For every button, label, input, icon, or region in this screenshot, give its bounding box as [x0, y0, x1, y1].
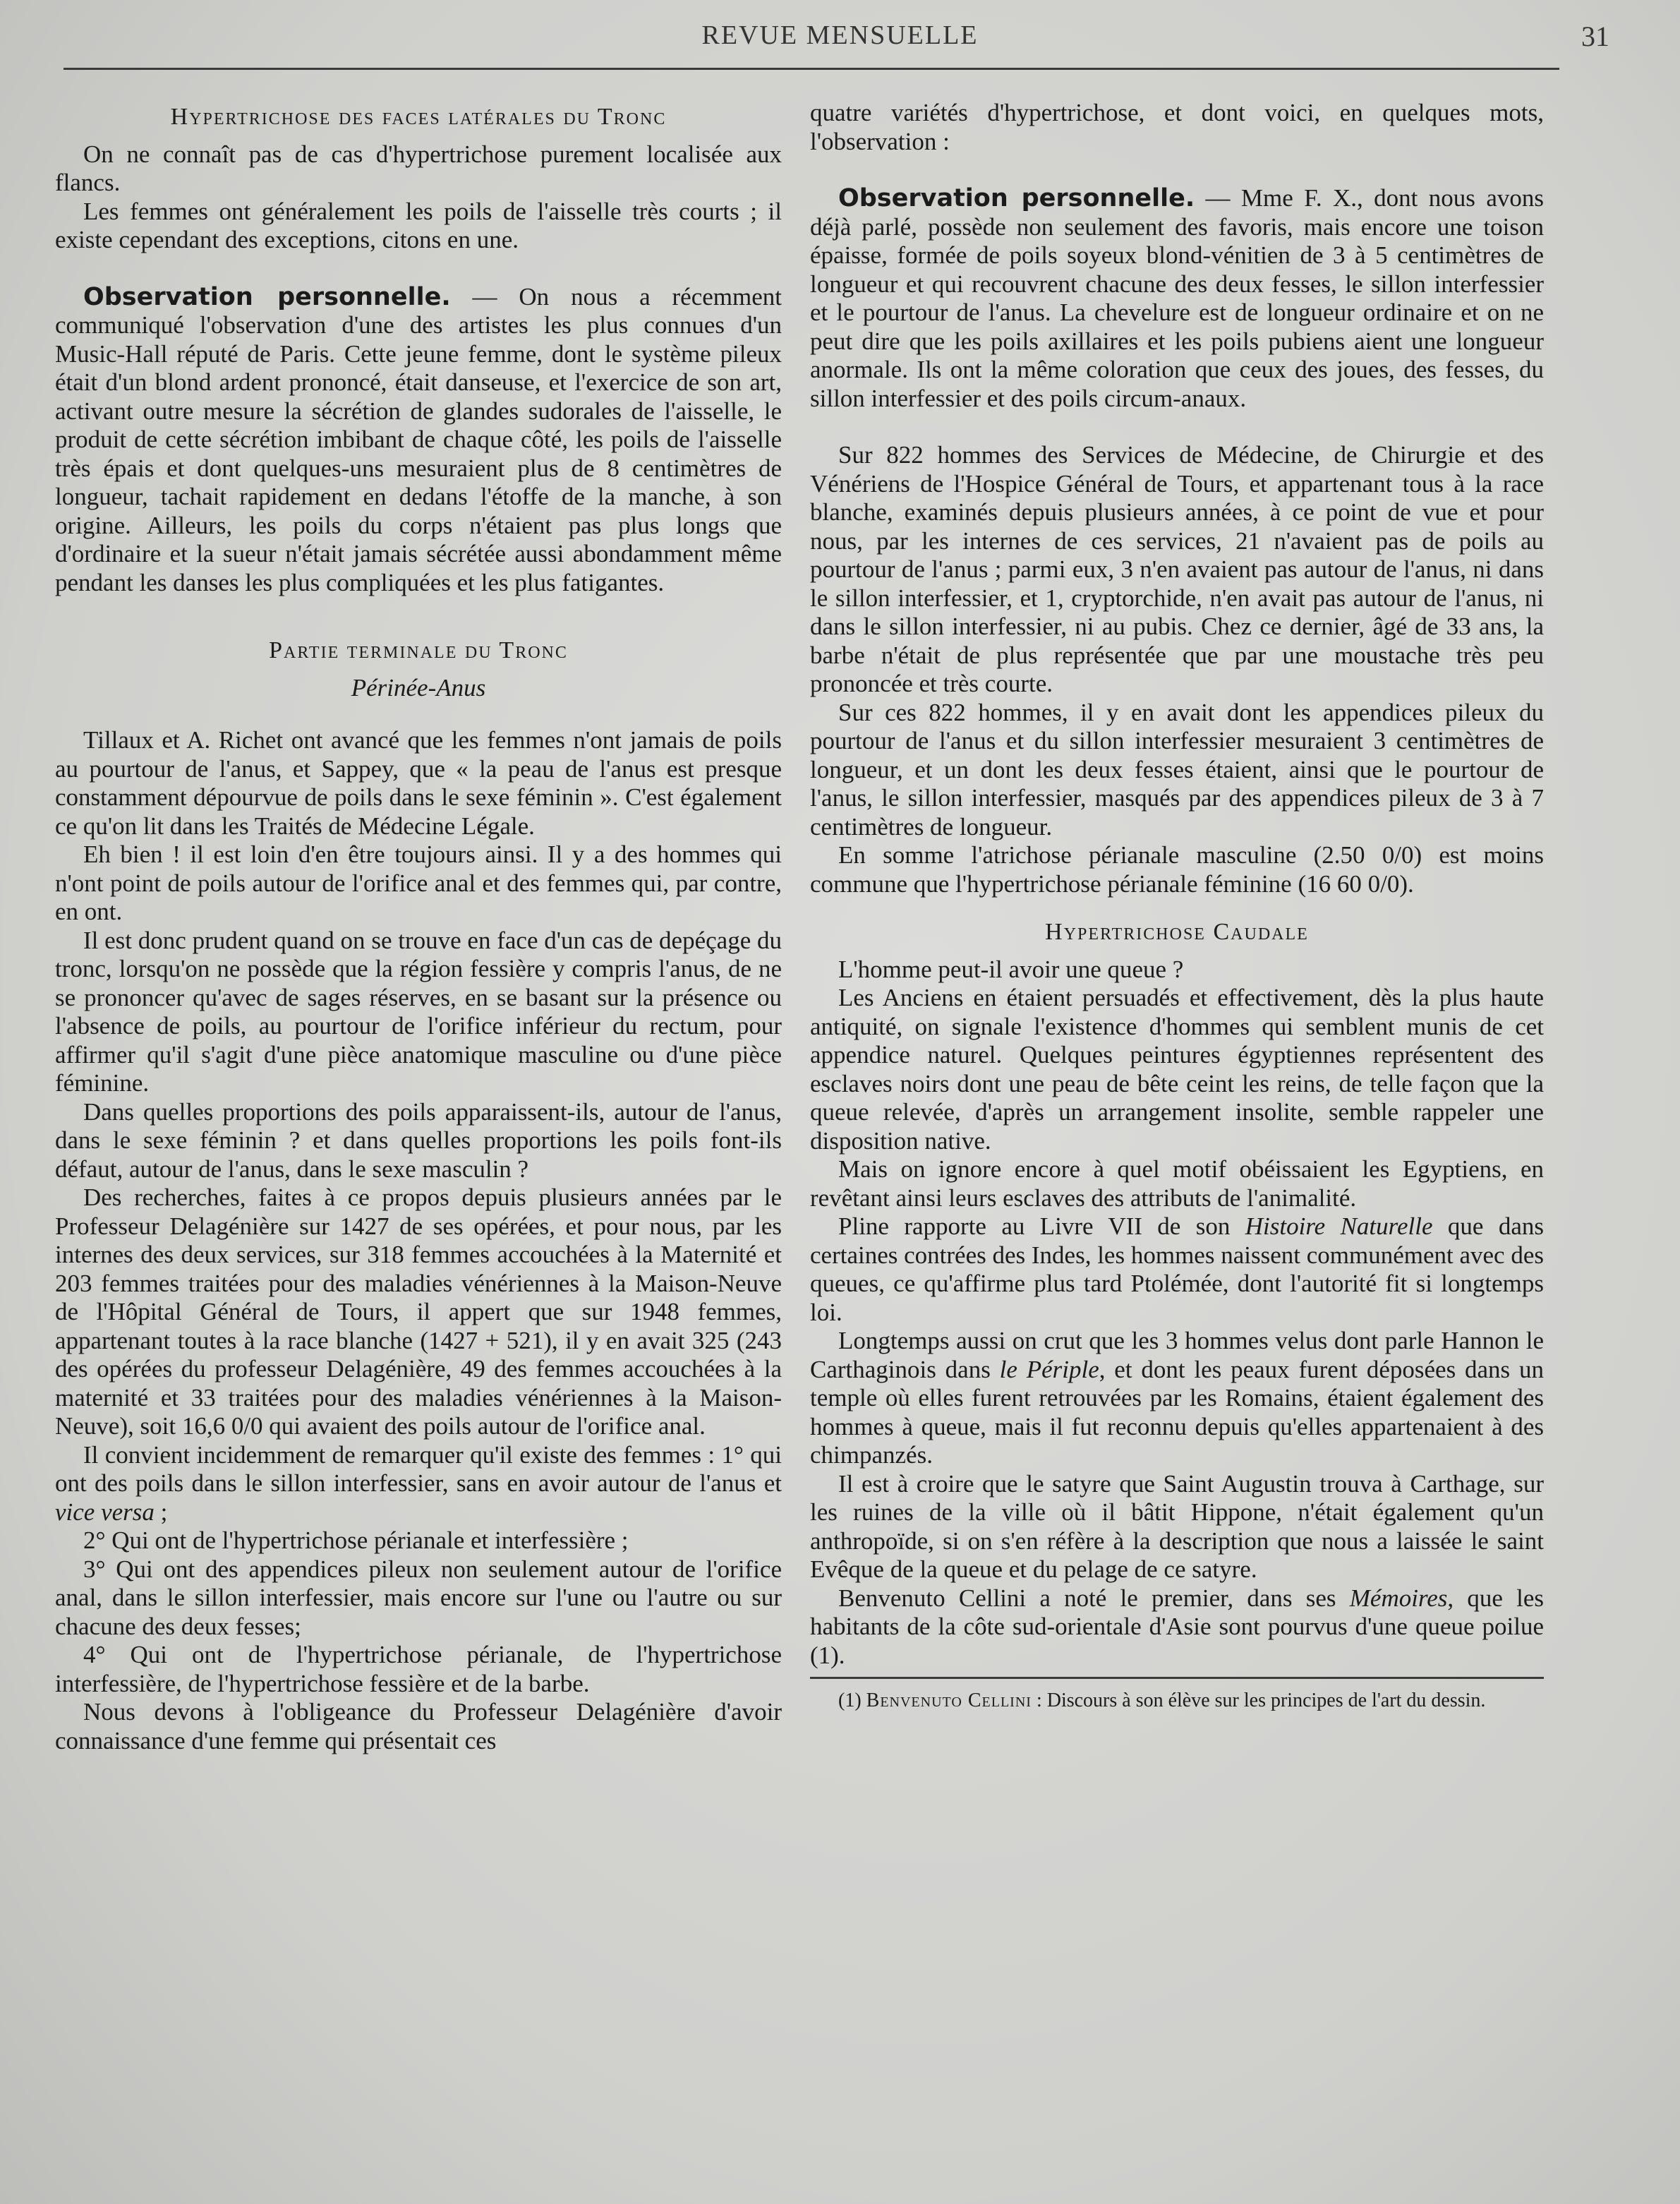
page-number: 31 [1581, 20, 1609, 52]
paragraph: Il est à croire que le satyre que Saint Augustin trouva à Carthage, sur les ruines de la ville où il bâtit Hippone, n'était également qu'un anthropoïde, si on s'en réfère à la description que nous a laissée le saint Evêque de la queue et du pelage de ce satyre. [810, 1469, 1544, 1583]
italic-run: Mémoires [1349, 1584, 1448, 1612]
italic-run: vice versa [55, 1498, 155, 1526]
paragraph [810, 1212, 1544, 1327]
observation-paragraph [810, 184, 1544, 413]
paragraph: Dans quelles proportions des poils apparaissent-ils, autour de l'anus, dans le sexe féminin ? et dans quelles proportions les poils font-ils défaut, autour de l'anus, dans le sexe masculin ? [55, 1097, 782, 1183]
section-title-caudale: Hypertrichose Caudale [1045, 919, 1309, 945]
paragraph: quatre variétés d'hypertrichose, et dont voici, en quelques mots, l'observation : [810, 99, 1544, 155]
running-head [0, 20, 1680, 62]
footnote [810, 1689, 1544, 1713]
paragraph: En somme l'atrichose périanale masculine (2.50 0/0) est moins commune que l'hypertrichose périanale féminine (16 60 0/0). [810, 841, 1544, 898]
footnote-rule [810, 1677, 1544, 1679]
paragraph: Les Anciens en étaient persuadés et effectivement, dès la plus haute antiquité, on signale l'existence d'hommes qui semblent munis de cet appendice naturel. Quelques peintures égyptiennes représentent des esclaves noirs dont une peau de bête ceint les reins, de telle façon que la queue relevée, d'après un arrangement insolite, semble rappeler une disposition native. [810, 984, 1544, 1155]
paragraph: Sur ces 822 hommes, il y en avait dont les appendices pileux du pourtour de l'anus et du sillon interfessier mesuraient 3 centimètres de longueur, et un dont les deux fesses étaient, ainsi que le pourtour de l'anus, le sillon interfessier, masqués par des appendices pileux de 3 à 7 centimètres de longueur. [810, 698, 1544, 841]
paragraph: Sur 822 hommes des Services de Médecine, de Chirurgie et des Vénériens de l'Hospice Général de Tours, et appartenant tous à la race blanche, examinés depuis plusieurs années, à ce point de vue et pour nous, par les internes de ces services, 21 n'avaient pas de poils au pourtour de l'anus ; parmi eux, 3 n'en avaient pas autour de l'anus, ni dans le sillon interfessier, et 1, cryptorchide, n'en avait pas autour de l'anus, ni dans le sillon interfessier, ni au pubis. Chez ce dernier, âgé de 33 ans, la barbe n'était de plus représentée que par une moustache très peu prononcée et très courte. [810, 441, 1544, 697]
text-run: Longtemps aussi on crut que les 3 hommes velus dont parle Hannon le Carthaginois dans [810, 1327, 1544, 1383]
text-run: que dans certaines contrées des Indes, les hommes naissent communément avec des queues, ce qu'affirme plus tard Ptolémée, dont l'autorité fit si longtemps loi. [810, 1212, 1544, 1326]
paragraph: Les femmes ont généralement les poils de l'aisselle très courts ; il existe cependant des exceptions, citons en une. [55, 197, 782, 253]
list-item: 3° Qui ont des appendices pileux non seulement autour de l'orifice anal, dans le sillon interfessier, mais encore sur l'une ou l'autre ou sur chacune des deux fesses; [55, 1555, 782, 1640]
text-run: Pline rapporte au Livre VII de son [838, 1212, 1245, 1240]
paragraph: Nous devons à l'obligeance du Professeur Delagénière d'avoir connaissance d'une femme qui présentait ces [55, 1698, 782, 1754]
italic-run: le Périple [999, 1355, 1099, 1383]
list-item: 4° Qui ont de l'hypertrichose périanale, de l'hypertrichose interfessière, de l'hypertrichose fessière et de la barbe. [55, 1641, 782, 1697]
paragraph: Mais on ignore encore à quel motif obéissaient les Egyptiens, en revêtant ainsi leurs esclaves des attributs de l'animalité. [810, 1155, 1544, 1212]
footnote-text: : Discours à son élève sur les principes de l'art du dessin. [1031, 1690, 1486, 1711]
paragraph: L'homme peut-il avoir une queue ? [838, 955, 1184, 983]
paragraph: Il est donc prudent quand on se trouve en face d'un cas de depéçage du tronc, lorsqu'on ne possède que la région fessière y compris l'anus, de ne se prononcer qu'avec de sages réserves, en se basant sur la présence ou l'absence de poils, au pourtour de l'orifice inférieur du rectum, pour affirmer qu'il s'agit d'une pièce anatomique masculine ou d'une pièce féminine. [55, 926, 782, 1097]
observation-paragraph [55, 283, 782, 598]
footnote-author: Benvenuto Cellini [866, 1690, 1032, 1711]
paragraph [810, 1327, 1544, 1470]
section-subtitle-perinee: Périnée-Anus [351, 673, 486, 701]
journal-title: REVUE MENSUELLE [701, 20, 979, 50]
observation-lead: Observation personnelle. [83, 282, 451, 311]
paragraph: Eh bien ! il est loin d'en être toujours ainsi. Il y a des hommes qui n'ont point de poils autour de l'orifice anal et des femmes qui, par contre, en ont. [55, 841, 782, 925]
section-title-partie-terminale: Partie terminale du Tronc [269, 637, 568, 663]
text-run: , que les habitants de la côte sud-orientale d'Asie sont pourvus d'une queue poilue (1). [810, 1584, 1545, 1669]
observation-lead: Observation personnelle. [838, 184, 1195, 212]
paragraph [55, 1441, 782, 1527]
footnote-number: (1) [838, 1690, 866, 1711]
section-title-flancs: Hypertrichose des faces latérales du Tronc [170, 104, 667, 130]
italic-run: Histoire Naturelle [1245, 1212, 1433, 1240]
text-run: , et dont les peaux furent déposées dans un temple où elles furent retrouvées par les Romains, étaient également des hommes à queue, mais il fut reconnu depuis qu'elles appartenaient à des chimpanzés. [810, 1355, 1544, 1469]
list-item: 2° Qui ont de l'hypertrichose périanale et interfessière ; [83, 1526, 629, 1554]
right-column [810, 99, 1544, 1713]
paragraph: Des recherches, faites à ce propos depuis plusieurs années par le Professeur Delagénière sur 1427 de ses opérées, et pour nous, par les internes des deux services, sur 318 femmes accouchées à la Maternité et 203 femmes traitées pour des maladies vénériennes à la Maison-Neuve de l'Hôpital Général de Tours, il appert que sur 1948 femmes, appartenant toutes à la race blanche (1427 + 521), il y en avait 325 (243 des opérées du professeur Delagénière, 49 des femmes accouchées à la maternité et 33 traitées pour des maladies vénériennes à la Maison-Neuve), soit 16,6 0/0 qui avaient des poils autour de l'orifice anal. [55, 1184, 782, 1440]
paragraph: On ne connaît pas de cas d'hypertrichose purement localisée aux flancs. [55, 140, 782, 196]
paragraph [810, 1584, 1544, 1670]
left-column [55, 99, 782, 1755]
observation-text: — On nous a récemment communiqué l'observation d'une des artistes les plus connues d'un Music-Hall réputé de Paris. Cette jeune femme, dont le système pileux était d'un blond ardent prononcé, était danseuse, et l'exercice de son art, activant outre mesure la sécrétion de glandes sudorales de l'aisselle, le produit de cette sécrétion imbibant de chaque côté, les poils de l'aisselle très épais et dont quelques-uns mesuraient plus de 8 centimètres de longueur, tachait rapidement en dedans l'étoffe de la manche, à son origine. Ailleurs, les poils du corps n'étaient pas plus longs que d'ordinaire et la sueur n'était jamais sécrétée aussi abondamment même pendant les danses les plus compliquées et les plus fatigantes. [55, 282, 782, 596]
text-run: Benvenuto Cellini a noté le premier, dans ses [838, 1584, 1350, 1612]
text-run: ; [154, 1498, 168, 1526]
text-run: Il convient incidemment de remarquer qu'il existe des femmes : 1° qui ont des poils dans le sillon interfessier, sans en avoir autour de l'anus et [55, 1440, 782, 1497]
observation-text: — Mme F. X., dont nous avons déjà parlé, possède non seulement des favoris, mais encore une toison épaisse, formée de poils soyeux blond-vénitien de 3 à 5 centimètres de longueur et qui recouvrent chacune des deux fesses, le sillon interfessier et le pourtour de l'anus. La chevelure est de longueur ordinaire et on ne peut dire que les poils axillaires et les poils pubiens aient une longueur anormale. Ils ont la même coloration que ceux des joues, des fesses, du sillon interfessier et des poils circum-anaux. [810, 184, 1544, 412]
paragraph: Tillaux et A. Richet ont avancé que les femmes n'ont jamais de poils au pourtour de l'anus, et Sappey, que « la peau de l'anus est presque constamment dépourvue de poils dans le sexe féminin ». C'est également ce qu'on lit dans les Traités de Médecine Légale. [55, 726, 782, 840]
header-rule [64, 68, 1559, 70]
